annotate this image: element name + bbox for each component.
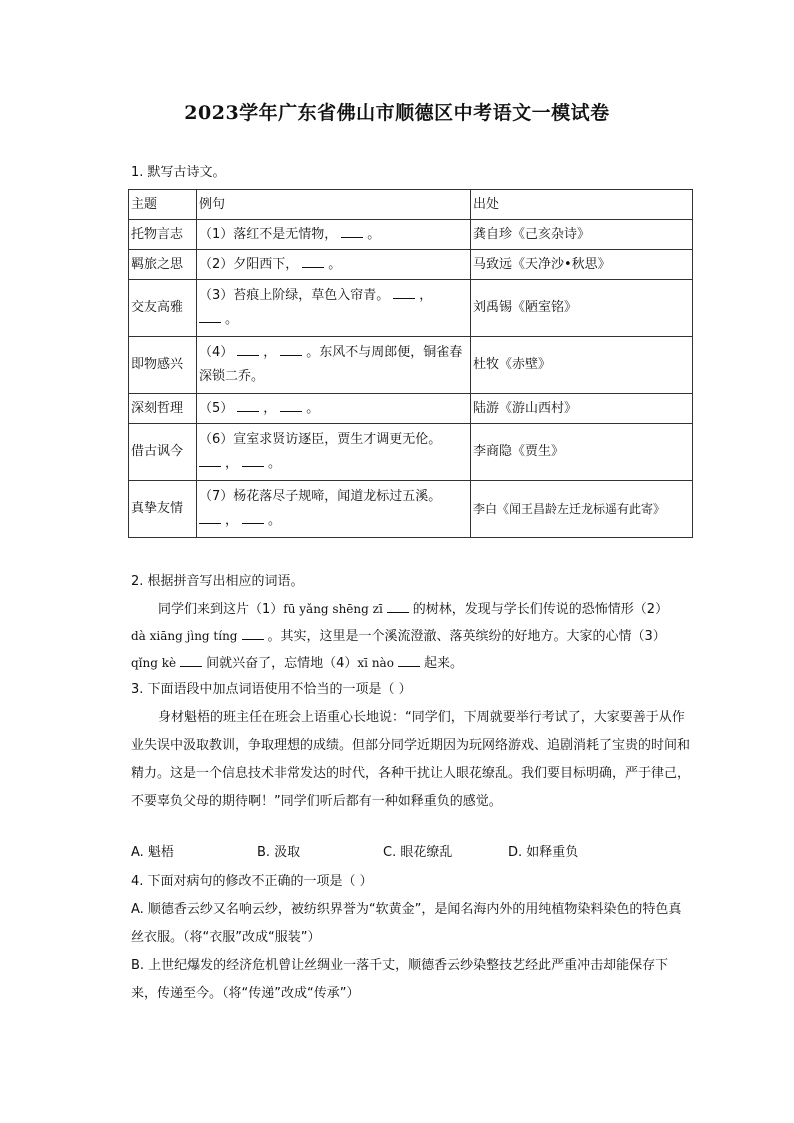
row-example (197, 220, 471, 250)
q4-option-a[interactable]: A. 顺德香云纱又名响云纱，被纺织界誉为“软黄金”，是闻名海内外的用纯植物染料染色的特色真丝衣服。（将“衣服”改成“服装”） (131, 902, 682, 945)
row-source: 陆游《游山西村》 (471, 394, 693, 424)
table-row (129, 481, 693, 538)
example-punct: 。 (367, 226, 381, 242)
q2-text: 同学们来到这片（1） (158, 602, 284, 617)
row-theme: 即物感兴 (129, 337, 197, 394)
answer-blank[interactable] (199, 454, 221, 467)
answer-blank[interactable] (180, 654, 202, 667)
answer-blank[interactable] (242, 454, 264, 467)
row-example (197, 394, 471, 424)
option-c[interactable]: C. 眼花缭乱 (383, 845, 453, 860)
table-row (129, 394, 693, 424)
row-example (197, 424, 471, 481)
answer-blank[interactable] (237, 399, 259, 412)
q2-text: 起来。 (423, 656, 463, 671)
example-text: （5） (199, 400, 234, 416)
answer-blank[interactable] (199, 511, 221, 524)
q2-text: 的树林，发现与学长们传说的恐怖情形（2） (412, 602, 669, 617)
row-source: 李白《闻王昌龄左迁龙标遥有此寄》 (471, 481, 693, 538)
answer-blank[interactable] (280, 399, 302, 412)
question-3-passage: 身材魁梧的班主任在班会上语重心长地说：“同学们，下周就要举行考试了，大家要善于从作业失误中汲取教训，争取理想的成绩。但部分同学近期因为玩网络游戏、追剧消耗了宝贵的时间和精力。这是一个信息技术非常发达的时代，各种干扰让人眼花缭乱。我们要目标明确，严于律己，不要辜负父母的期待啊！”同学们听后都有一种如释重负的感觉。 (131, 710, 691, 809)
header-source: 出处 (471, 190, 693, 220)
header-theme: 主题 (129, 190, 197, 220)
answer-blank[interactable] (199, 310, 221, 323)
example-punct: ， (225, 456, 239, 471)
question-1-stem: 1. 默写古诗文。 (131, 165, 226, 180)
example-punct: 。 (328, 256, 342, 272)
table-header-row (129, 190, 693, 220)
header-example: 例句 (197, 190, 471, 220)
option-d[interactable]: D. 如释重负 (508, 845, 579, 860)
example-text: 。东风不与周郎便，铜雀春深锁二乔。 (199, 345, 463, 384)
q4-option-b[interactable]: B. 上世纪爆发的经济危机曾让丝绸业一落千丈，顺德香云纱染整技艺经此严重冲击却能保存下来，传递至今。（将“传递”改成“传承”） (131, 958, 669, 1001)
question-4-stem: 4. 下面对病句的修改不正确的一项是（ ） (131, 874, 373, 889)
row-theme: 借古讽今 (129, 424, 197, 481)
row-source: 李商隐《贾生》 (471, 424, 693, 481)
q2-line (131, 623, 691, 650)
row-theme: 羁旅之思 (129, 250, 197, 280)
row-example (197, 337, 471, 394)
answer-blank[interactable] (242, 511, 264, 524)
example-text: （3）苔痕上阶绿，草色入帘青。 (199, 288, 390, 303)
table-row (129, 424, 693, 481)
example-punct: ， (263, 400, 277, 416)
answer-blank[interactable] (393, 286, 415, 299)
option-a[interactable]: A. 魁梧 (131, 845, 174, 860)
answer-blank[interactable] (237, 343, 259, 356)
option-b[interactable]: B. 汲取 (257, 845, 301, 860)
example-text: （6）宣室求贤访逐臣，贾生才调更无伦。 (199, 432, 442, 447)
example-punct: ， (263, 345, 277, 360)
example-punct: ， (419, 288, 433, 303)
answer-blank[interactable] (341, 225, 363, 238)
pinyin-1: fū yǎng shēng zī (283, 602, 383, 616)
example-punct: 。 (268, 513, 282, 528)
answer-blank[interactable] (398, 654, 420, 667)
table-row (129, 250, 693, 280)
page-title: 2023学年广东省佛山市顺德区中考语文一模试卷 (184, 102, 610, 124)
answer-blank[interactable] (387, 600, 409, 613)
row-theme: 深刻哲理 (129, 394, 197, 424)
example-punct: 。 (268, 456, 282, 471)
example-punct: ， (225, 513, 239, 528)
example-punct: 。 (225, 312, 239, 327)
q2-line (131, 596, 691, 623)
row-theme: 交友高雅 (129, 280, 197, 337)
poetry-table (128, 189, 693, 538)
table-row (129, 337, 693, 394)
answer-blank[interactable] (242, 627, 264, 640)
question-3-stem: 3. 下面语段中加点词语使用不恰当的一项是（ ） (131, 682, 412, 697)
row-source: 刘禹锡《陋室铭》 (471, 280, 693, 337)
table-row (129, 280, 693, 337)
row-example (197, 250, 471, 280)
pinyin-4: xī nào (357, 656, 394, 670)
row-source: 龚自珍《己亥杂诗》 (471, 220, 693, 250)
row-theme: 真挚友情 (129, 481, 197, 538)
example-text: （7）杨花落尽子规啼，闻道龙标过五溪。 (199, 489, 442, 504)
example-punct: 。 (306, 400, 320, 416)
pinyin-3: qǐng kè (131, 656, 177, 670)
pinyin-2: dà xiāng jìng tíng (131, 629, 238, 643)
answer-blank[interactable] (302, 255, 324, 268)
table-row (129, 220, 693, 250)
q2-text: 。其实，这里是一个溪流澄澈、落英缤纷的好地方。大家的心情（3） (267, 629, 666, 644)
q2-text: 间就兴奋了，忘情地（4） (206, 656, 358, 671)
example-text: （4） (199, 345, 234, 360)
row-theme: 托物言志 (129, 220, 197, 250)
row-example (197, 280, 471, 337)
row-source: 马致远《天净沙•秋思》 (471, 250, 693, 280)
question-2-passage (131, 596, 691, 677)
row-example (197, 481, 471, 538)
example-text: （1）落红不是无情物， (199, 226, 338, 242)
example-text: （2）夕阳西下， (199, 256, 299, 272)
row-source: 杜牧《赤壁》 (471, 337, 693, 394)
question-2-stem: 2. 根据拼音写出相应的词语。 (131, 574, 304, 589)
q2-line (131, 650, 691, 677)
answer-blank[interactable] (280, 343, 302, 356)
